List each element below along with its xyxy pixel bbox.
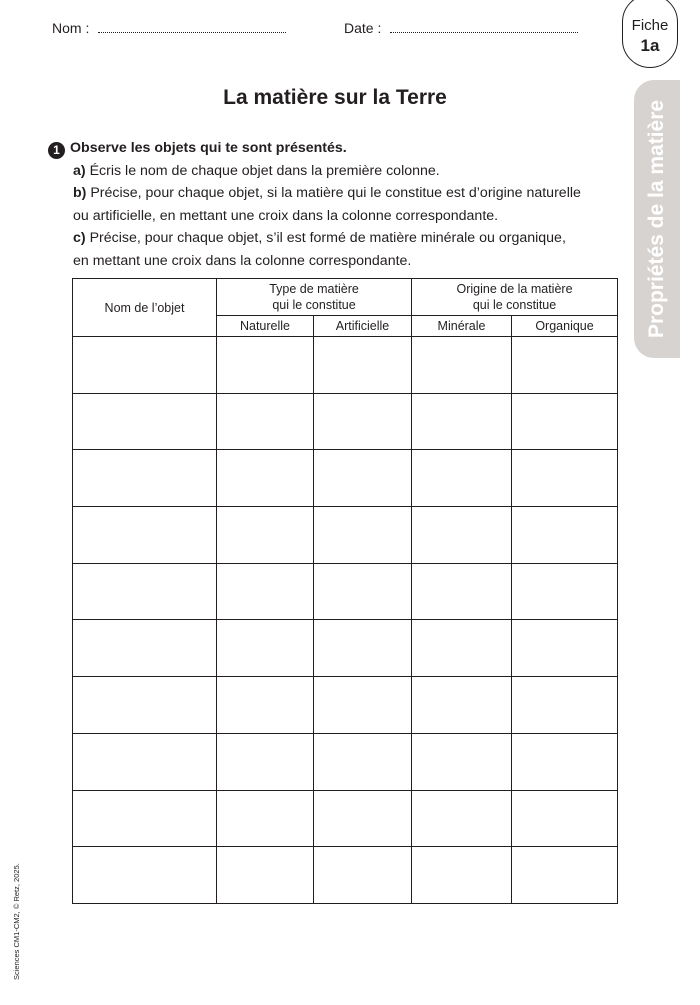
fiche-badge xyxy=(622,0,678,68)
header-artificielle: Artificielle xyxy=(314,316,412,337)
cell-artificielle[interactable] xyxy=(314,790,412,847)
instruction-a-label: a) xyxy=(73,162,86,179)
cell-object-name[interactable] xyxy=(73,620,217,677)
table-row xyxy=(73,507,618,564)
instruction-c xyxy=(48,227,628,250)
cell-minerale[interactable] xyxy=(412,507,512,564)
cell-naturelle[interactable] xyxy=(217,450,314,507)
header-type-line1: Type de matière xyxy=(269,282,359,296)
cell-organique[interactable] xyxy=(512,507,618,564)
cell-naturelle[interactable] xyxy=(217,507,314,564)
cell-naturelle[interactable] xyxy=(217,620,314,677)
cell-minerale[interactable] xyxy=(412,393,512,450)
header-origin-group xyxy=(412,279,618,316)
cell-minerale[interactable] xyxy=(412,790,512,847)
question-number-badge: 1 xyxy=(48,142,65,159)
fiche-word: Fiche xyxy=(631,17,669,34)
header-origin-line1: Origine de la matière xyxy=(456,282,573,296)
name-input-line[interactable] xyxy=(98,32,286,33)
header-minerale: Minérale xyxy=(412,316,512,337)
cell-naturelle[interactable] xyxy=(217,790,314,847)
instruction-a-text: Écris le nom de chaque objet dans la première colonne. xyxy=(85,162,440,179)
header-organique: Organique xyxy=(512,316,618,337)
cell-organique[interactable] xyxy=(512,733,618,790)
cell-artificielle[interactable] xyxy=(314,733,412,790)
credit-line: Sciences CM1-CM2, © Retz, 2025. xyxy=(12,863,21,980)
cell-naturelle[interactable] xyxy=(217,847,314,904)
header-type-line2: qui le constitue xyxy=(272,298,356,312)
side-tab-label: Propriétés de la matière xyxy=(645,99,668,339)
table-row xyxy=(73,847,618,904)
cell-minerale[interactable] xyxy=(412,847,512,904)
cell-minerale[interactable] xyxy=(412,677,512,734)
table-row xyxy=(73,337,618,394)
instruction-b-text-1: Précise, pour chaque objet, si la matière qui le constitue est d’origine naturelle xyxy=(86,185,581,201)
cell-organique[interactable] xyxy=(512,393,618,450)
table-row xyxy=(73,677,618,734)
cell-naturelle[interactable] xyxy=(217,677,314,734)
header-naturelle: Naturelle xyxy=(217,316,314,337)
cell-minerale[interactable] xyxy=(412,450,512,507)
table-row xyxy=(73,620,618,677)
table-row xyxy=(73,790,618,847)
cell-organique[interactable] xyxy=(512,677,618,734)
cell-object-name[interactable] xyxy=(73,393,217,450)
instruction-a xyxy=(48,160,628,183)
date-field[interactable] xyxy=(344,20,381,36)
instruction-c-cont: en mettant une croix dans la colonne correspondante. xyxy=(73,252,412,269)
cell-artificielle[interactable] xyxy=(314,450,412,507)
instructions xyxy=(48,137,628,272)
name-label: Nom : xyxy=(52,20,90,36)
cell-organique[interactable] xyxy=(512,847,618,904)
cell-artificielle[interactable] xyxy=(314,507,412,564)
cell-object-name[interactable] xyxy=(73,790,217,847)
cell-minerale[interactable] xyxy=(412,733,512,790)
instruction-b xyxy=(48,182,628,205)
fiche-number: 1a xyxy=(640,36,660,55)
table-row xyxy=(73,733,618,790)
cell-artificielle[interactable] xyxy=(314,847,412,904)
instruction-b-cont: ou artificielle, en mettant une croix dans la colonne correspondante. xyxy=(73,207,499,224)
cell-object-name[interactable] xyxy=(73,733,217,790)
instruction-b-label: b) xyxy=(73,185,87,201)
cell-artificielle[interactable] xyxy=(314,393,412,450)
header-type-group xyxy=(217,279,412,316)
date-label: Date : xyxy=(344,20,382,36)
table-row xyxy=(73,563,618,620)
cell-naturelle[interactable] xyxy=(217,337,314,394)
instruction-c-label: c) xyxy=(73,230,86,246)
cell-object-name[interactable] xyxy=(73,450,217,507)
header-object-name: Nom de l’objet xyxy=(73,279,217,337)
cell-organique[interactable] xyxy=(512,620,618,677)
cell-artificielle[interactable] xyxy=(314,677,412,734)
cell-object-name[interactable] xyxy=(73,847,217,904)
instruction-intro xyxy=(48,137,628,160)
objects-table xyxy=(72,278,618,904)
cell-organique[interactable] xyxy=(512,450,618,507)
table-row xyxy=(73,393,618,450)
cell-object-name[interactable] xyxy=(73,507,217,564)
date-input-line[interactable] xyxy=(390,32,578,33)
table-row xyxy=(73,450,618,507)
cell-organique[interactable] xyxy=(512,563,618,620)
name-field[interactable] xyxy=(52,20,89,36)
cell-minerale[interactable] xyxy=(412,337,512,394)
header-origin-line2: qui le constitue xyxy=(472,298,557,312)
cell-minerale[interactable] xyxy=(412,620,512,677)
cell-naturelle[interactable] xyxy=(217,733,314,790)
instruction-c-text-1: Précise, pour chaque objet, s’il est formé de matière minérale ou organique, xyxy=(85,230,566,246)
side-tab xyxy=(634,80,680,358)
cell-naturelle[interactable] xyxy=(217,393,314,450)
cell-organique[interactable] xyxy=(512,337,618,394)
cell-artificielle[interactable] xyxy=(314,563,412,620)
table-body xyxy=(73,337,618,904)
cell-object-name[interactable] xyxy=(73,563,217,620)
instruction-intro-text: Observe les objets qui te sont présentés. xyxy=(70,140,347,156)
cell-naturelle[interactable] xyxy=(217,563,314,620)
cell-object-name[interactable] xyxy=(73,337,217,394)
cell-artificielle[interactable] xyxy=(314,620,412,677)
cell-minerale[interactable] xyxy=(412,563,512,620)
cell-organique[interactable] xyxy=(512,790,618,847)
cell-object-name[interactable] xyxy=(73,677,217,734)
cell-artificielle[interactable] xyxy=(314,337,412,394)
page-title: La matière sur la Terre xyxy=(223,86,447,109)
